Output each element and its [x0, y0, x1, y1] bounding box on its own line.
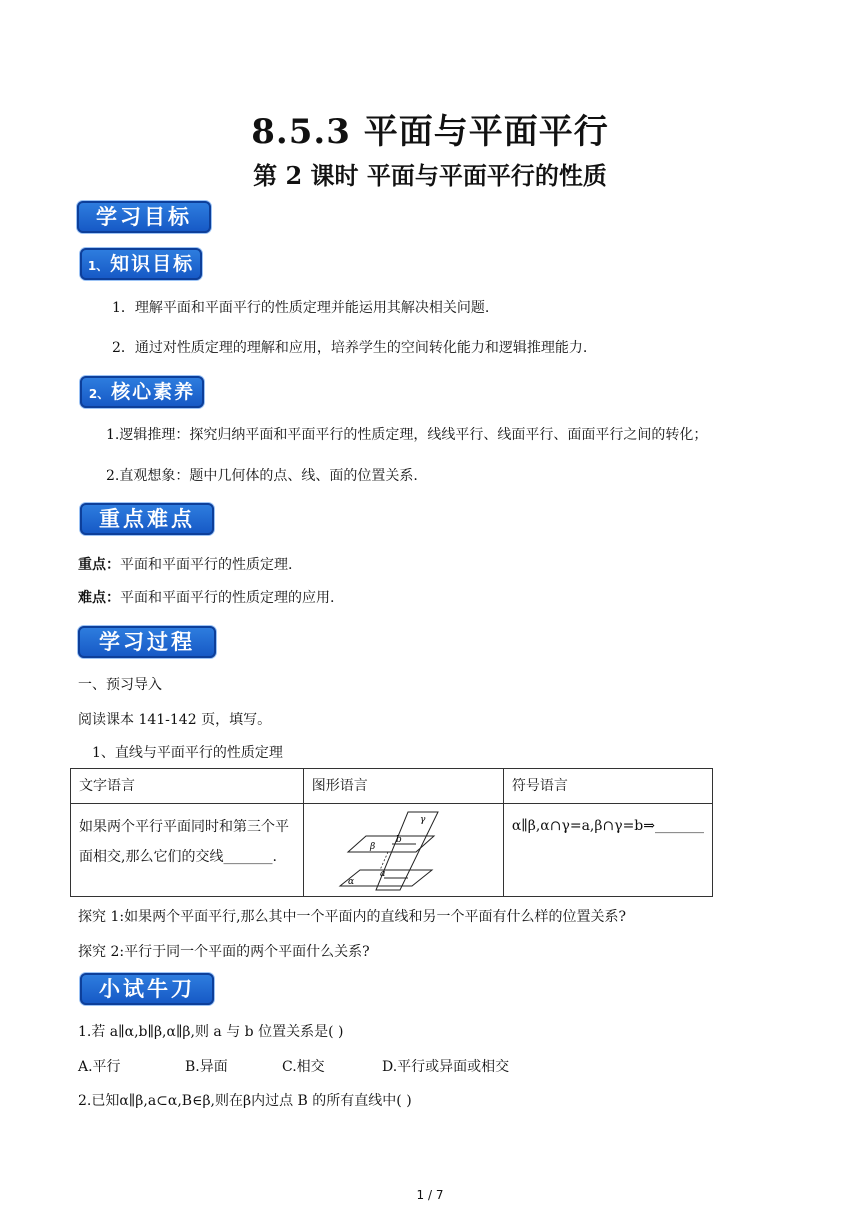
difficult-text: 平面和平面平行的性质定理的应用. [120, 590, 335, 606]
difficult-point [78, 587, 334, 607]
badge-trial: 小试牛刀 [80, 973, 214, 1005]
key-label: 重点： [78, 557, 120, 573]
core-literacy-1: 1.逻辑推理：探究归纳平面和平面平行的性质定理，线线平行、线面平行、面面平行之间的转化； [106, 427, 708, 443]
exploration-1: 探究 1:如果两个平面平行,那么其中一个平面内的直线和另一个平面有什么样的位置关系? [78, 909, 627, 925]
badge-number: 1、 [87, 259, 109, 273]
label-b: b [395, 835, 402, 845]
page-subtitle: 第 2 课时 平面与平面平行的性质 [253, 161, 607, 190]
parallel-planes-figure [304, 804, 496, 896]
badge-knowledge-goals [80, 248, 202, 280]
table-header-row [71, 769, 713, 804]
preview-item: 1、直线与平面平行的性质定理 [92, 745, 283, 761]
label-a: a [379, 869, 386, 879]
badge-study-goals: 学习目标 [77, 201, 211, 233]
label-alpha: α [347, 877, 354, 887]
exploration-2: 探究 2:平行于同一个平面的两个平面什么关系? [78, 944, 370, 960]
table-header-cell: 图形语言 [303, 769, 503, 804]
question-1-option-b: B.异面 [185, 1059, 228, 1075]
preview-read: 阅读课本 141-142 页，填写。 [78, 712, 272, 728]
text-language-cell: 如果两个平行平面同时和第三个平面相交,那么它们的交线_______. [71, 804, 304, 897]
theorem-table [70, 768, 713, 897]
plane-beta [348, 836, 434, 852]
key-point [78, 554, 292, 574]
badge-key-points: 重点难点 [80, 503, 214, 535]
table-header-cell: 文字语言 [71, 769, 304, 804]
key-text: 平面和平面平行的性质定理. [120, 557, 293, 573]
badge-label: 核心素养 [111, 381, 196, 403]
question-1-option-a: A.平行 [78, 1059, 121, 1075]
label-gamma: γ [419, 815, 426, 825]
table-header-cell: 符号语言 [503, 769, 712, 804]
question-1-stem: 1.若 a∥α,b∥β,α∥β,则 a 与 b 位置关系是( ) [78, 1024, 344, 1040]
label-beta: β [369, 842, 375, 852]
knowledge-goal-1: 1．理解平面和平面平行的性质定理并能运用其解决相关问题. [112, 300, 490, 316]
badge-core-literacy [80, 376, 204, 408]
difficult-label: 难点： [78, 590, 120, 606]
badge-study-process: 学习过程 [78, 626, 216, 658]
page-number: 1 / 7 [416, 1188, 444, 1202]
page-title: 8.5.3 平面与平面平行 [251, 112, 609, 152]
symbol-language-cell: α∥β,α∩γ=a,β∩γ=b⇒_______ [503, 804, 712, 897]
question-1-option-d: D.平行或异面或相交 [382, 1059, 510, 1075]
knowledge-goal-2: 2．通过对性质定理的理解和应用，培养学生的空间转化能力和逻辑推理能力. [112, 340, 588, 356]
hidden-edge [380, 852, 388, 870]
question-1-option-c: C.相交 [282, 1059, 325, 1075]
badge-label: 知识目标 [110, 253, 195, 275]
question-2-stem: 2.已知α∥β,a⊂α,B∈β,则在β内过点 B 的所有直线中( ) [78, 1093, 412, 1109]
preview-heading: 一、预习导入 [78, 677, 162, 693]
core-literacy-2: 2.直观想象：题中几何体的点、线、面的位置关系. [106, 468, 418, 484]
figure-language-cell [303, 804, 503, 897]
badge-number: 2、 [88, 387, 110, 401]
table-row [71, 804, 713, 897]
